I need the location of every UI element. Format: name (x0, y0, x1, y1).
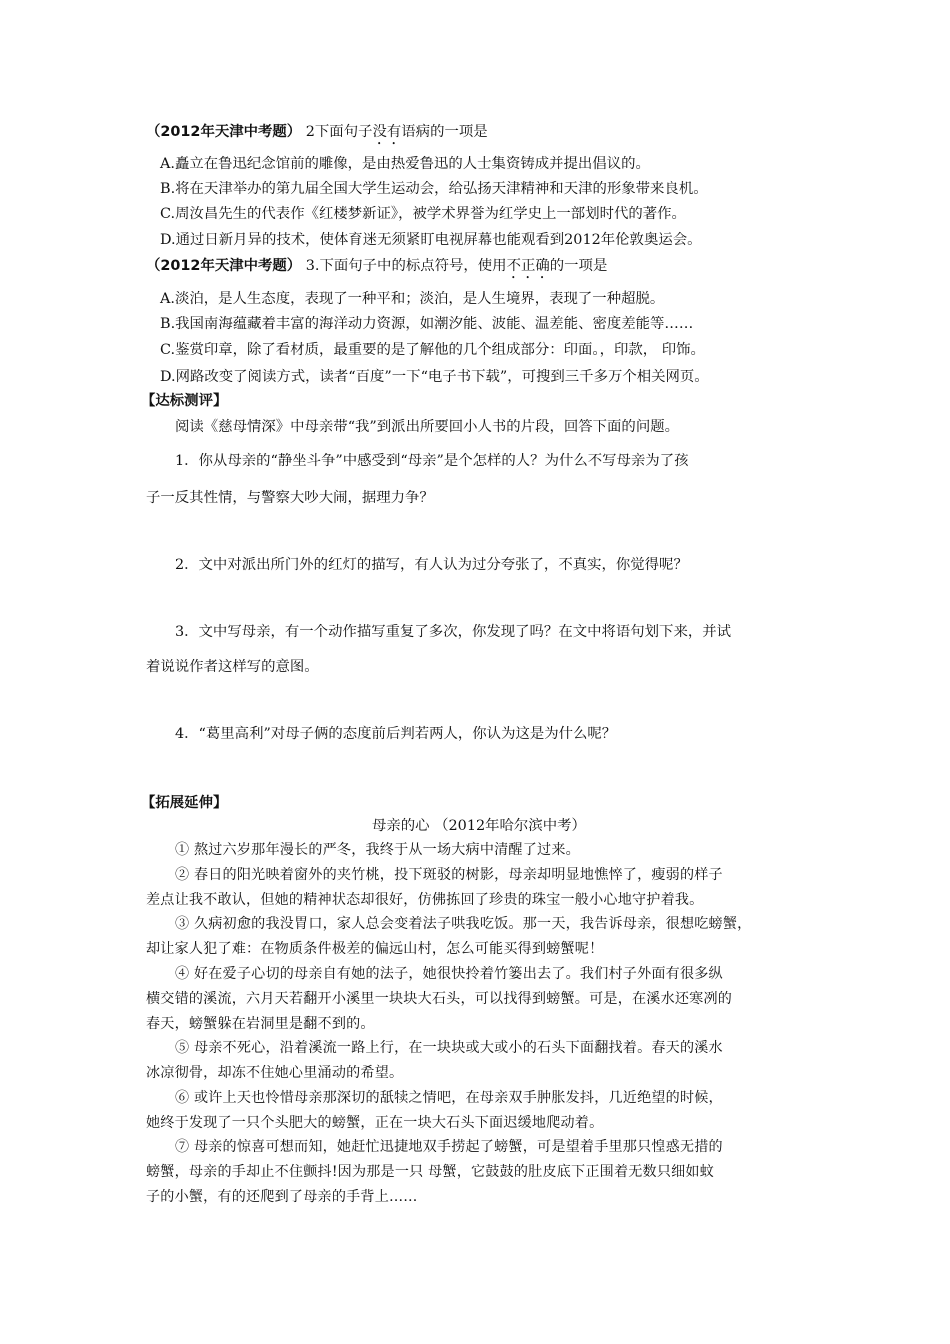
assessment-question-3-line-1: 3．文中写母亲，有一个动作描写重复了多次，你发现了吗？在文中将语句划下来，并试 (175, 624, 732, 640)
q2-option-b: B.将在天津举办的第九届全国大学生运动会，给弘扬天津精神和天津的形象带来良机。 (160, 181, 708, 197)
article-line: 横交错的溪流，六月天若翻开小溪里一块块大石头，可以找得到螃蟹。可是，在溪水还寒冽的 (146, 991, 733, 1007)
q3-option-c: C.鉴赏印章，除了看材质，最重要的是了解他的几个组成部分：印面。，印款， 印饰。 (160, 342, 705, 358)
q2-stem (146, 122, 488, 148)
assessment-question-1-line-1: 1．你从母亲的“静坐斗争”中感受到“母亲”是个怎样的人？为什么不写母亲为了孩 (175, 453, 689, 469)
q3-option-b: B.我国南海蕴藏着丰富的海洋动力资源，如潮汐能、波能、温差能、密度差能等…… (160, 316, 694, 332)
q3-stem-suffix: 的一项是 (549, 258, 608, 274)
q2-stem-prefix: 2下面句子 (301, 124, 373, 140)
q3-option-d: D.网路改变了阅读方式，读者“百度”一下“电子书下载”，可搜到三千多万个相关网页。 (160, 369, 709, 385)
assessment-intro: 阅读《慈母情深》中母亲带“我”到派出所要回小人书的片段，回答下面的问题。 (175, 419, 679, 435)
article-line: ① 熬过六岁那年漫长的严冬，我终于从一场大病中清醒了过来。 (175, 842, 580, 858)
article-line: 春天，螃蟹躲在岩洞里是翻不到的。 (146, 1016, 375, 1032)
article-line: ⑦ 母亲的惊喜可想而知，她赶忙迅捷地双手捞起了螃蟹，可是望着手里那只惶惑无措的 (175, 1139, 723, 1155)
article-line: ⑤ 母亲不死心，沿着溪流一路上行，在一块块或大或小的石头下面翻找着。春天的溪水 (175, 1040, 723, 1056)
article-line: 子的小蟹，有的还爬到了母亲的手背上…… (146, 1189, 418, 1205)
article-line: ② 春日的阳光映着窗外的夹竹桃，投下斑驳的树影，母亲却明显地憔悴了，瘦弱的样子 (175, 867, 723, 883)
article-line: 却让家人犯了难：在物质条件极差的偏远山村，怎么可能买得到螃蟹呢！ (146, 941, 604, 957)
assessment-question-1-line-2: 子一反其性情，与警察大吵大闹，据理力争？ (146, 490, 434, 506)
article-line: 她终于发现了一只个头肥大的螃蟹，正在一块大石头下面迟缓地爬动着。 (146, 1115, 604, 1131)
extension-heading: 【拓展延伸】 (141, 795, 228, 811)
assessment-heading: 【达标测评】 (141, 393, 228, 409)
article-line: ③ 久病初愈的我没胃口，家人总会变着法子哄我吃饭。那一天，我告诉母亲，很想吃螃蟹， (175, 916, 752, 932)
q2-option-c: C.周汝昌先生的代表作《红楼梦新证》，被学术界誉为红学史上一部划时代的著作。 (160, 206, 686, 222)
q3-stem (146, 256, 607, 282)
q3-option-a: A.淡泊，是人生态度，表现了一种平和；淡泊，是人生境界，表现了一种超脱。 (160, 291, 665, 307)
article-line: 冰凉彻骨，却冻不住她心里涌动的希望。 (146, 1065, 404, 1081)
q2-stem-emphasis: 没有 (372, 124, 402, 140)
q3-source: （2012年天津中考题） (146, 258, 302, 274)
article-title: 母亲的心 （2012年哈尔滨中考） (372, 818, 586, 834)
q2-option-a: A.矗立在鲁迅纪念馆前的雕像，是由热爱鲁迅的人士集资铸成并提出倡议的。 (160, 156, 650, 172)
article-line: ④ 好在爱子心切的母亲自有她的法子，她很快拎着竹篓出去了。我们村子外面有很多纵 (175, 966, 723, 982)
article-line: 螃蟹，母亲的手却止不住颤抖!因为那是一只 母蟹，它鼓鼓的肚皮底下正围着无数只细如蚊 (146, 1164, 714, 1180)
assessment-question-3-line-2: 着说说作者这样写的意图。 (146, 659, 319, 675)
q3-stem-prefix: 3.下面句子中的标点符号，使用 (301, 258, 507, 274)
q2-source: （2012年天津中考题） (146, 124, 302, 140)
assessment-question-4: 4．“葛里高利”对母子俩的态度前后判若两人，你认为这是为什么呢？ (175, 726, 617, 742)
q2-option-d: D.通过日新月异的技术，使体育迷无须紧盯电视屏幕也能观看到2012年伦敦奥运会。 (160, 232, 702, 248)
q2-stem-suffix: 语病的一项是 (401, 124, 488, 140)
assessment-question-2: 2．文中对派出所门外的红灯的描写，有人认为过分夸张了，不真实，你觉得呢？ (175, 557, 688, 573)
article-line: ⑥ 或许上天也怜惜母亲那深切的舐犊之情吧，在母亲双手肿胀发抖，几近绝望的时候， (175, 1090, 723, 1106)
article-line: 差点让我不敢认，但她的精神状态却很好，仿佛拣回了珍贵的珠宝一般小心地守护着我。 (146, 892, 704, 908)
q3-stem-emphasis: 不正确 (506, 258, 550, 274)
